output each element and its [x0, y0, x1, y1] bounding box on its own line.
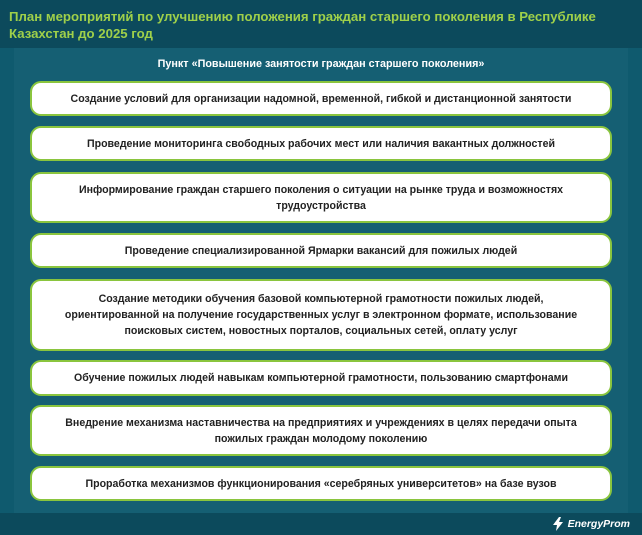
section-subtitle: Пункт «Повышение занятости граждан старшего поколения» — [157, 58, 485, 70]
measure-item-3: Информирование граждан старшего поколения о ситуации на рынке труда и возможностях трудоустройства — [30, 172, 612, 223]
measure-item-8: Проработка механизмов функционирования «серебряных университетов» на базе вузов — [30, 466, 612, 501]
footer-bar — [0, 513, 642, 535]
lightning-icon — [551, 517, 565, 531]
energyprom-logo — [551, 517, 630, 531]
measure-item-7: Внедрение механизма наставничества на предприятиях и учреждениях в целях передачи опыта пожилых граждан молодому поколению — [30, 405, 612, 456]
measure-item-2: Проведение мониторинга свободных рабочих мест или наличия вакантных должностей — [30, 126, 612, 161]
measure-item-1: Создание условий для организации надомной, временной, гибкой и дистанционной занятости — [30, 81, 612, 116]
measure-item-6: Обучение пожилых людей навыкам компьютерной грамотности, пользованию смартфонами — [30, 360, 612, 396]
measure-item-5: Создание методики обучения базовой компьютерной грамотности пожилых людей, ориентированной на получение государственных услуг в электронном формате, использование поисковых систем, новостных порталов, социальных сетей, оплату услуг — [30, 279, 612, 351]
infographic-title: План мероприятий по улучшению положения граждан старшего поколения в Республике Казахстан до 2025 год — [9, 9, 596, 41]
logo-text: EnergyProm — [567, 518, 630, 530]
measure-item-4: Проведение специализированной Ярмарки вакансий для пожилых людей — [30, 233, 612, 268]
